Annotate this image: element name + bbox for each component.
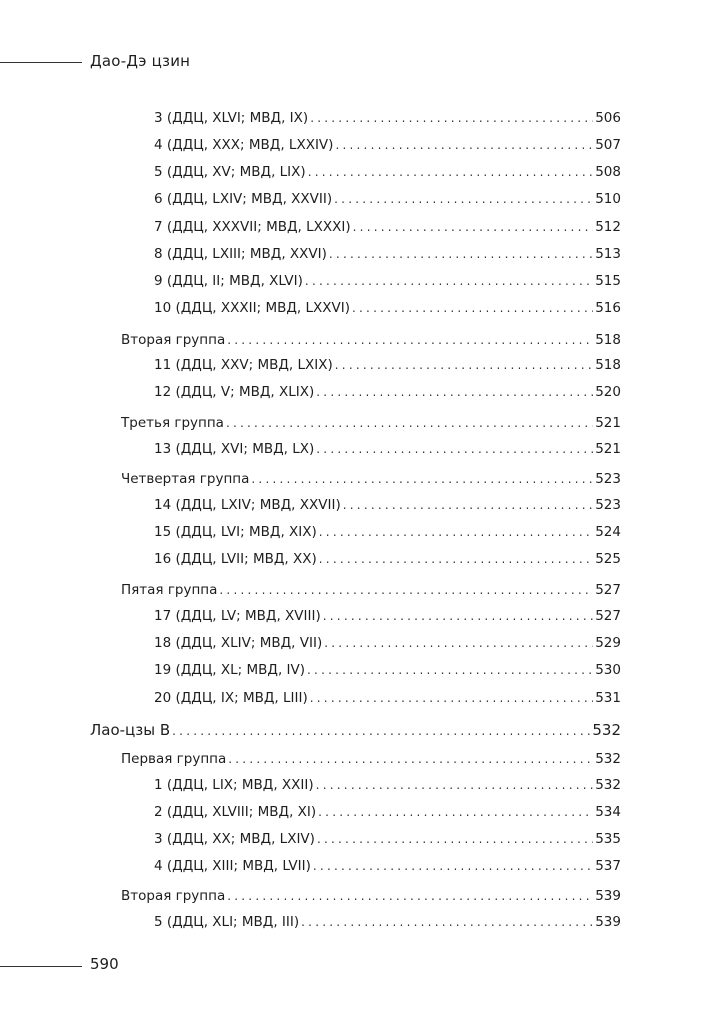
toc-entry-label: 18 (ДДЦ, XLIV; МВД, VII): [154, 635, 323, 651]
toc-entry-page: 532: [595, 751, 621, 767]
toc-entry-label: Пятая группа: [121, 582, 218, 598]
toc-entry[interactable]: [154, 355, 621, 375]
toc-entry-page: 539: [595, 914, 621, 930]
toc-entry-label: 15 (ДДЦ, LVI; МВД, XIX): [154, 524, 317, 540]
dot-leader: [307, 660, 593, 680]
dot-leader: [319, 522, 593, 542]
toc-entry[interactable]: [154, 495, 621, 515]
dot-leader: [316, 382, 593, 402]
toc-entry[interactable]: [121, 580, 621, 600]
toc-entry-page: 515: [595, 273, 621, 289]
dot-leader: [310, 108, 593, 128]
running-header-title: Дао-Дэ цзин: [90, 52, 191, 70]
toc-entry-page: 539: [595, 888, 621, 904]
toc-entry-label: 3 (ДДЦ, XLVI; МВД, IX): [154, 110, 309, 126]
dot-leader: [226, 413, 593, 433]
toc-entry[interactable]: [154, 217, 621, 237]
toc-entry-page: 537: [595, 858, 621, 874]
toc-entry-label: Вторая группа: [121, 888, 226, 904]
toc-entry-label: Четвертая группа: [121, 471, 250, 487]
toc-entry-page: 518: [595, 357, 621, 373]
toc-entry[interactable]: [121, 886, 621, 906]
toc-entry-page: 523: [595, 471, 621, 487]
toc-entry-label: Третья группа: [121, 415, 224, 431]
dot-leader: [227, 330, 593, 350]
toc-entry-label: 5 (ДДЦ, XLI; МВД, III): [154, 914, 300, 930]
toc-entry-page: 529: [595, 635, 621, 651]
dot-leader: [227, 886, 593, 906]
toc-entry-page: 532: [592, 721, 621, 739]
toc-entry-page: 521: [595, 415, 621, 431]
toc-entry-label: 3 (ДДЦ, XX; МВД, LXIV): [154, 831, 315, 847]
toc-entry-page: 527: [595, 608, 621, 624]
toc-entry[interactable]: [154, 633, 621, 653]
toc-entry-page: 524: [595, 524, 621, 540]
toc-entry-label: 9 (ДДЦ, II; МВД, XLVI): [154, 273, 303, 289]
dot-leader: [334, 189, 593, 209]
toc-entry-page: 532: [595, 777, 621, 793]
toc-entry[interactable]: [154, 189, 621, 209]
dot-leader: [316, 775, 594, 795]
toc-entry[interactable]: [121, 413, 621, 433]
toc-entry-page: 534: [595, 804, 621, 820]
toc-entry-label: 4 (ДДЦ, XXX; МВД, LXXIV): [154, 137, 334, 153]
toc-entry-page: 516: [595, 300, 621, 316]
toc-entry-label: 17 (ДДЦ, LV; МВД, XVIII): [154, 608, 321, 624]
toc-entry-page: 520: [595, 384, 621, 400]
toc-entry[interactable]: [154, 298, 621, 318]
toc-entry[interactable]: [154, 135, 621, 155]
toc-entry-page: 513: [595, 246, 621, 262]
toc-entry[interactable]: [154, 162, 621, 182]
toc-entry-page: 530: [595, 662, 621, 678]
toc-entry-page: 512: [595, 219, 621, 235]
dot-leader: [319, 549, 593, 569]
dot-leader: [353, 217, 594, 237]
toc-entry-label: 14 (ДДЦ, LXIV; МВД, XXVII): [154, 497, 341, 513]
toc-entry-page: 521: [595, 441, 621, 457]
dot-leader: [317, 829, 593, 849]
dot-leader: [316, 439, 593, 459]
dot-leader: [335, 355, 593, 375]
dot-leader: [352, 298, 593, 318]
toc-entry-page: 507: [595, 137, 621, 153]
toc-entry-label: 5 (ДДЦ, XV; МВД, LIX): [154, 164, 306, 180]
toc-entry[interactable]: [90, 720, 621, 740]
toc-entry-label: 2 (ДДЦ, XLVIII; МВД, XI): [154, 804, 317, 820]
toc-entry[interactable]: [154, 549, 621, 569]
dot-leader: [313, 856, 593, 876]
toc-entry-page: 527: [595, 582, 621, 598]
toc-entry-label: Вторая группа: [121, 332, 226, 348]
toc-entry[interactable]: [154, 382, 621, 402]
dot-leader: [301, 912, 593, 932]
toc-entry[interactable]: [121, 749, 621, 769]
toc-entry[interactable]: [154, 856, 621, 876]
toc-entry-label: 19 (ДДЦ, XL; МВД, IV): [154, 662, 306, 678]
dot-leader: [323, 606, 593, 626]
toc-entry-label: 4 (ДДЦ, XIII; МВД, LVII): [154, 858, 311, 874]
toc-entry-page: 510: [595, 191, 621, 207]
toc-entry-label: 6 (ДДЦ, LXIV; МВД, XXVII): [154, 191, 333, 207]
toc-entry[interactable]: [154, 606, 621, 626]
dot-leader: [172, 721, 590, 741]
dot-leader: [329, 244, 593, 264]
toc-entry[interactable]: [154, 522, 621, 542]
dot-leader: [228, 749, 593, 769]
page-number: 590: [90, 955, 119, 973]
dot-leader: [324, 633, 593, 653]
toc-entry[interactable]: [121, 330, 621, 350]
header-rule: [0, 62, 82, 63]
toc-entry-page: 508: [595, 164, 621, 180]
toc-entry[interactable]: [154, 660, 621, 680]
toc-entry[interactable]: [121, 469, 621, 489]
toc-entry[interactable]: [154, 912, 621, 932]
dot-leader: [343, 495, 593, 515]
toc-entry-label: Лао-цзы B: [90, 721, 171, 739]
dot-leader: [308, 162, 594, 182]
toc-entry-page: 523: [595, 497, 621, 513]
toc-entry[interactable]: [154, 802, 621, 822]
toc-entry-label: 1 (ДДЦ, LIX; МВД, XXII): [154, 777, 314, 793]
dot-leader: [251, 469, 593, 489]
dot-leader: [310, 688, 593, 708]
toc-entry-label: 13 (ДДЦ, XVI; МВД, LX): [154, 441, 315, 457]
dot-leader: [335, 135, 593, 155]
toc-entry-page: 506: [595, 110, 621, 126]
toc-entry-label: Первая группа: [121, 751, 227, 767]
toc-entry[interactable]: [154, 108, 621, 128]
toc-entry-label: 7 (ДДЦ, XXXVII; МВД, LXXXI): [154, 219, 351, 235]
footer-rule: [0, 966, 82, 967]
toc-entry-label: 12 (ДДЦ, V; МВД, XLIX): [154, 384, 315, 400]
toc-entry-label: 8 (ДДЦ, LXIII; МВД, XXVI): [154, 246, 327, 262]
toc-entry[interactable]: [154, 688, 621, 708]
toc-entry[interactable]: [154, 244, 621, 264]
toc-entry[interactable]: [154, 829, 621, 849]
dot-leader: [305, 271, 593, 291]
toc-entry[interactable]: [154, 439, 621, 459]
toc-entry-label: 10 (ДДЦ, XXXII; МВД, LXXVI): [154, 300, 350, 316]
toc-entry-label: 11 (ДДЦ, XXV; МВД, LXIX): [154, 357, 333, 373]
toc-entry[interactable]: [154, 775, 621, 795]
dot-leader: [219, 580, 593, 600]
toc-entry-page: 535: [595, 831, 621, 847]
toc-entry-page: 525: [595, 551, 621, 567]
toc-entry-page: 518: [595, 332, 621, 348]
toc-entry-label: 16 (ДДЦ, LVII; МВД, XX): [154, 551, 317, 567]
dot-leader: [318, 802, 593, 822]
toc-entry-label: 20 (ДДЦ, IX; МВД, LIII): [154, 690, 308, 706]
toc-entry-page: 531: [595, 690, 621, 706]
toc-entry[interactable]: [154, 271, 621, 291]
